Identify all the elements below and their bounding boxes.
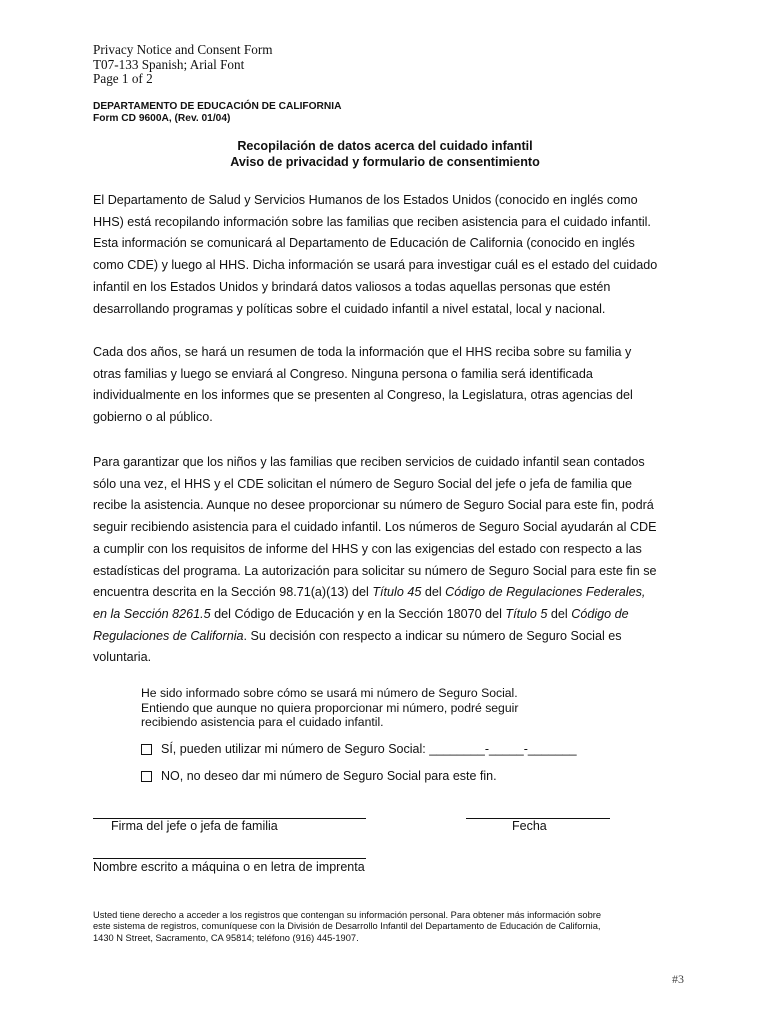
text-run-italic: Código de Regulaciones Federales bbox=[445, 585, 642, 600]
paragraph-line: El Departamento de Salud y Servicios Humanos de los Estados Unidos (conocido en inglés como bbox=[93, 193, 638, 207]
yes-checkbox[interactable] bbox=[141, 744, 152, 755]
text-run-italic: , bbox=[641, 585, 646, 600]
paragraph-ssn bbox=[93, 452, 683, 669]
paragraph-line: a cumplir con los requisitos de informe del HHS y con las exigencias del estado con respecto a las bbox=[93, 541, 642, 556]
text-run-italic: Regulaciones de California bbox=[93, 628, 244, 643]
paragraph-line bbox=[93, 582, 683, 604]
paragraph-purpose bbox=[93, 190, 683, 320]
yes-option[interactable] bbox=[141, 742, 577, 756]
consent-statement bbox=[141, 686, 518, 730]
text-run: del bbox=[421, 585, 446, 600]
no-checkbox[interactable] bbox=[141, 771, 152, 782]
paragraph-line: HHS) está recopilando información sobre las familias que reciben asistencia para el cuidado infantil. bbox=[93, 214, 651, 229]
document-title bbox=[93, 138, 677, 170]
department-block bbox=[93, 101, 341, 124]
header-form-name: Privacy Notice and Consent Form bbox=[93, 42, 273, 57]
text-run-italic: Código de bbox=[571, 606, 629, 621]
title-line-1: Recopilación de datos acerca del cuidado infantil bbox=[237, 139, 533, 153]
text-run-italic: Título 5 bbox=[505, 606, 548, 621]
no-option-label: NO, no deseo dar mi número de Seguro Social para este fin. bbox=[161, 769, 497, 783]
yes-option-label: SÍ, pueden utilizar mi número de Seguro Social: ________-_____-_______ bbox=[161, 742, 577, 756]
printed-name-label: Nombre escrito a máquina o en letra de imprenta bbox=[93, 860, 365, 874]
header-page-indicator: Page 1 of 2 bbox=[93, 71, 153, 86]
paragraph-line: como CDE) y luego al HHS. Dicha información se usará para investigar cuál es el estado del cuidado bbox=[93, 258, 658, 273]
paragraph-line: Para garantizar que los niños y las familias que reciben servicios de cuidado infantil sean contados bbox=[93, 455, 645, 469]
footer-line: Usted tiene derecho a acceder a los registros que contengan su información personal. Para obtener más información sobre bbox=[93, 910, 602, 920]
text-run: del Código de Educación y en la Sección 18070 del bbox=[210, 606, 506, 621]
paragraph-line: Esta información se comunicará al Departamento de Educación de California (conocido en inglés bbox=[93, 236, 635, 251]
date-label: Fecha bbox=[512, 819, 547, 833]
paragraph-line: Cada dos años, se hará un resumen de toda la información que el HHS reciba sobre su familia y bbox=[93, 345, 632, 359]
records-access-note bbox=[93, 910, 601, 944]
no-option[interactable] bbox=[141, 769, 497, 783]
paragraph-line: infantil en los Estados Unidos y brindará datos valiosos a todas aquellas personas que estén bbox=[93, 279, 611, 294]
paragraph-reporting bbox=[93, 342, 683, 429]
paragraph-line bbox=[93, 626, 683, 648]
paragraph-line bbox=[93, 604, 683, 626]
consent-line: Entiendo que aunque no quiera proporcionar mi número, podré seguir bbox=[141, 700, 519, 715]
text-run: . Su decisión con respecto a indicar su número de Seguro Social es bbox=[243, 628, 622, 643]
page-number: #3 bbox=[672, 972, 684, 986]
text-run: del bbox=[547, 606, 572, 621]
paragraph-line: seguir recibiendo asistencia para el cuidado infantil. Los números de Seguro Social ayudarán al CDE bbox=[93, 520, 657, 535]
consent-line: He sido informado sobre cómo se usará mi número de Seguro Social. bbox=[141, 686, 518, 700]
text-run-italic: en la Sección 8261.5 bbox=[93, 606, 211, 621]
paragraph-line: voluntaria. bbox=[93, 650, 152, 665]
paragraph-line: estadísticas del programa. La autorización para solicitar su número de Seguro Social para este fin se bbox=[93, 563, 657, 578]
text-run: encuentra descrita en la Sección 98.71(a)(13) del bbox=[93, 585, 373, 600]
form-number: Form CD 9600A, (Rev. 01/04) bbox=[93, 112, 231, 124]
title-line-2: Aviso de privacidad y formulario de consentimiento bbox=[230, 155, 540, 169]
footer-line: 1430 N Street, Sacramento, CA 95814; teléfono (916) 445-1907. bbox=[93, 932, 359, 943]
printed-name-line[interactable] bbox=[93, 858, 366, 859]
document-header bbox=[93, 43, 272, 87]
paragraph-line: gobierno o al público. bbox=[93, 410, 213, 425]
paragraph-line: sólo una vez, el HHS y el CDE solicitan el número de Seguro Social del jefe o jefa de familia que bbox=[93, 476, 633, 491]
paragraph-line: otras familias y luego se enviará al Congreso. Ninguna persona o familia será identificada bbox=[93, 366, 593, 381]
signature-label: Firma del jefe o jefa de familia bbox=[111, 819, 278, 833]
paragraph-line: recibe la asistencia. Aunque no desee proporcionar su número de Seguro Social para este fin, podrá bbox=[93, 498, 654, 513]
department-name: DEPARTAMENTO DE EDUCACIÓN DE CALIFORNIA bbox=[93, 101, 342, 112]
paragraph-line: desarrollando programas y políticas sobre el cuidado infantil a nivel estatal, local y nacional. bbox=[93, 301, 606, 316]
footer-line: este sistema de registros, comuníquese con la División de Desarrollo Infantil del Departamento de Educación de California, bbox=[93, 921, 601, 932]
header-form-code: T07-133 Spanish; Arial Font bbox=[93, 56, 245, 72]
consent-line: recibiendo asistencia para el cuidado infantil. bbox=[141, 715, 384, 729]
text-run-italic: Título 45 bbox=[372, 585, 422, 600]
paragraph-line: individualmente en los informes que se presenten al Congreso, la Legislatura, otras agencias del bbox=[93, 388, 633, 403]
